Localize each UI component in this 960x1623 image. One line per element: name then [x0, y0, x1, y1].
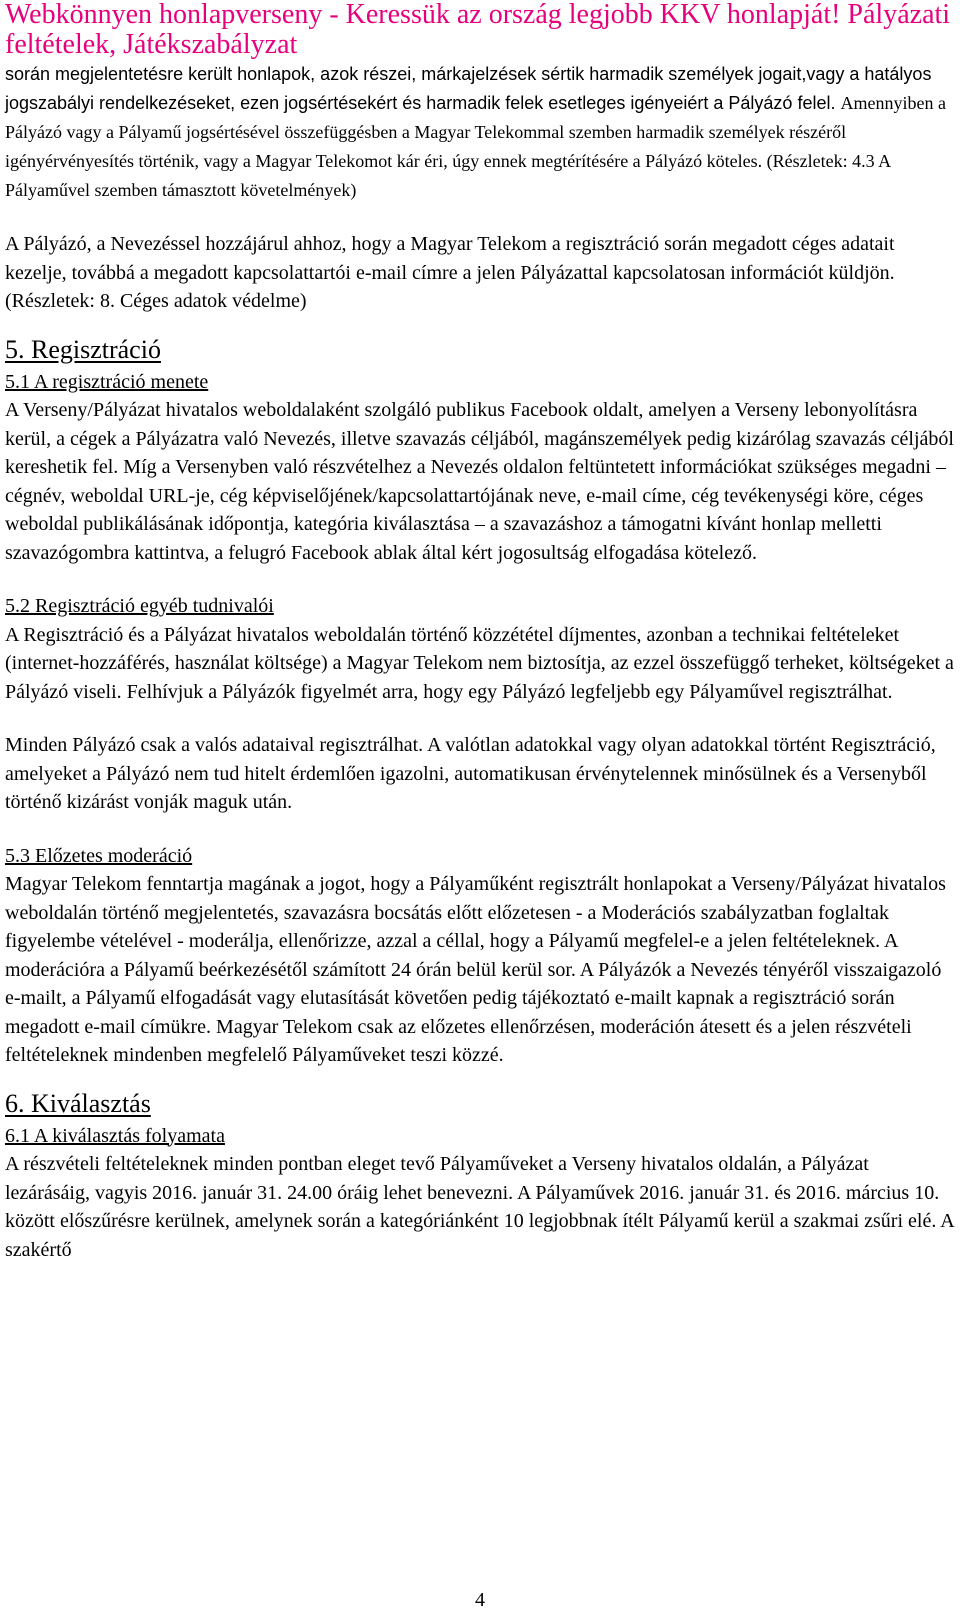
page-number: 4	[475, 1589, 485, 1611]
document-page	[5, 0, 955, 1264]
subsection-heading-6-1: 6.1 A kiválasztás folyamata	[5, 1124, 225, 1147]
paragraph-5-2-b: Minden Pályázó csak a valós adataival regisztrálhat. A valótlan adatokkal vagy olyan adatokkal történt Regisztráció, amelyeket a Pályázó nem tud hitelt érdemlően igazolni, automatikusan érvénytelennek minősülnek és a Versenyből történő kizárást vonják maguk után.	[5, 734, 936, 813]
subsection-heading-5-2: 5.2 Regisztráció egyéb tudnivalói	[5, 595, 274, 617]
subsection-heading-5-1: 5.1 A regisztráció menete	[5, 370, 209, 393]
intro-rule-paragraph	[5, 60, 955, 205]
consent-paragraph: A Pályázó, a Nevezéssel hozzájárul ahhoz, hogy a Magyar Telekom a regisztráció során megadott céges adatait kezelje, továbbá a megadott kapcsolattartói e-mail címre a jelen Pályázattal kapcsolatosan információt küldjön. (Részletek: 8. Céges adatok védelme)	[5, 233, 895, 312]
paragraph-5-1: A Verseny/Pályázat hivatalos weboldalaként szolgáló publikus Facebook oldalt, amelyen a Verseny lebonyolításra kerül, a cégek a Pályázatra való Nevezés, illetve szavazás céljából, magánszemélyek pedig kizárólag szavazás céljából kereshetik fel. Míg a Versenyben való részvételhez a Nevezés oldalon feltüntetett információkat szükséges megadni – cégnév, weboldal URL-je, cég képviselőjének/kapcsolattartójának neve, e-mail címe, cég tevékenységi köre, céges weboldal publikálásának időpontja, kategória kiválasztása – a szavazáshoz a támogatni kívánt honlap melletti szavazógombra kattintva, a felugró Facebook ablak által kért jogosultság elfogadása kötelező.	[5, 399, 954, 564]
document-title: Webkönnyen honlapverseny - Keressük az ország legjobb KKV honlapját! Pályázati feltételek, Játékszabályzat	[5, 0, 951, 60]
paragraph-5-2-a: A Regisztráció és a Pályázat hivatalos weboldalán történő közzététel díjmentes, azonban a technikai feltételeket (internet-hozzáférés, használat költsége) a Magyar Telekom nem biztosítja, az ezzel összefüggő terheket, költségeket a Pályázó viseli. Felhívjuk a Pályázók figyelmét arra, hogy egy Pályázó legfeljebb egy Pályaművel regisztrálhat.	[5, 623, 954, 703]
intro-rule-text-serif: Amennyiben a Pályázó vagy a Pályamű jogsértésével összefüggésben a Magyar Telekommal szemben harmadik személyek részéről igényérvényesítés történik, vagy a Magyar Telekomot kár éri, úgy ennek megtérítésére a Pályázó köteles. (Részletek: 4.3 A Pályaművel szemben támasztott követelmények)	[5, 93, 946, 200]
intro-rule-text-sans: során megjelentetésre került honlapok, azok részei, márkajelzések sértik harmadik személyek jogait,vagy a hatályos jogszabályi rendelkezéseket, ezen jogsértésekért és harmadik felek esetleges igényeiért a Pályázó felel.	[5, 64, 932, 113]
section-heading-registration: 5. Regisztráció	[5, 334, 161, 364]
subsection-heading-5-3: 5.3 Előzetes moderáció	[5, 844, 193, 867]
paragraph-5-3: Magyar Telekom fenntartja magának a jogot, hogy a Pályaműként regisztrált honlapokat a Verseny/Pályázat hivatalos weboldalán történő megjelentetés, szavazásra bocsátás előtt előzetesen - a Moderációs szabályzatban foglaltak figyelembe vételével - moderálja, ellenőrizze, azzal a céllal, hogy a Pályamű megfelel-e a jelen feltételeknek. A moderációra a Pályamű beérkezésétől számított 24 órán belül kerül sor. A Pályázók a Nevezés tényéről visszaigazoló e-mailt, a Pályamű elfogadását vagy elutasítását követően pedig tájékoztató e-mailt kapnak a regisztráció során megadott e-mail címükre. Magyar Telekom csak az előzetes ellenőrzésen, moderáción átesett és a jelen részvételi feltételeknek mindenben megfelelő Pályaműveket teszi közzé.	[5, 873, 946, 1066]
paragraph-6-1: A részvételi feltételeknek minden pontban eleget tevő Pályaműveket a Verseny hivatalos oldalán, a Pályázat lezárásáig, vagyis 2016. január 31. 24.00 óráig lehet benevezni. A Pályaművek 2016. január 31. és 2016. március 10. között előszűrésre kerülnek, amelynek során a kategóriánként 10 legjobbnak ítélt Pályamű kerül a szakmai zsűri elé. A szakértő	[5, 1153, 954, 1261]
section-heading-selection: 6. Kiválasztás	[5, 1088, 151, 1118]
